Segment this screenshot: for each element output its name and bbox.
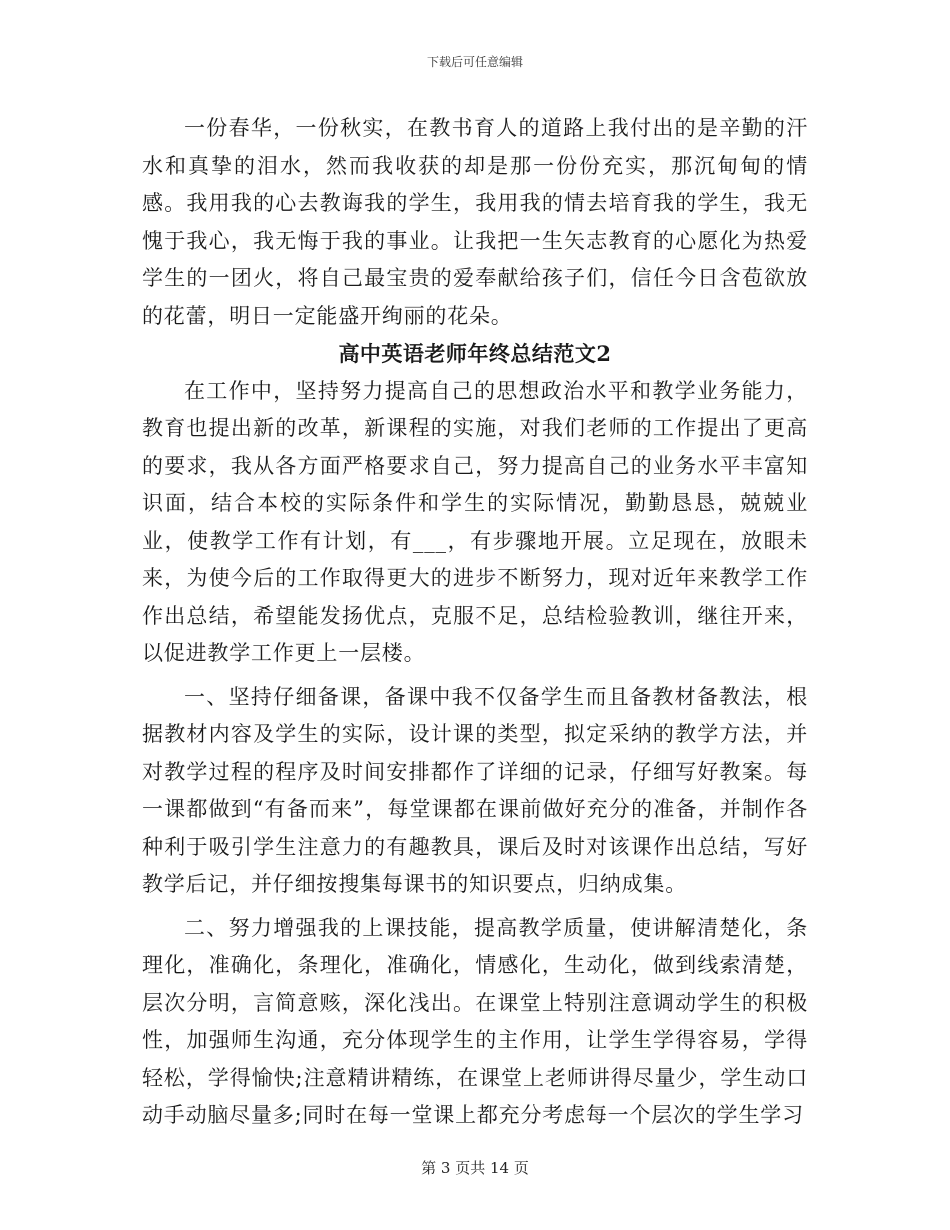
paragraph-1: 在工作中，坚持努力提高自己的思想政治水平和教学业务能力，教育也提出新的改革，新课程的实施，对我们老师的工作提出了更高的要求，我从各方面严格要求自己，努力提高自己的业务水平丰富知识面，结合本校的实际条件和学生的实际情况，勤勤恳恳，兢兢业业，使教学工作有计划，有___，有步骤地开展。立足现在，放眼未来，为使今后的工作取得更大的进步不断努力，现对近年来教学工作作出总结，希望能发扬优点，克服不足，总结检验教训，继往开来，以促进教学工作更上一层楼。	[142, 378, 808, 665]
paragraph-3: 二、努力增强我的上课技能，提高教学质量，使讲解清楚化，条理化，准确化，条理化，准确化，情感化，生动化，做到线索清楚，层次分明，言简意赅，深化浅出。在课堂上特别注意调动学生的积极性，加强师生沟通，充分体现学生的主作用，让学生学得容易，学得轻松，学得愉快;注意精讲精练，在课堂上老师讲得尽量少，学生动口动手动脑尽量多;同时在每一堂课上都充分考虑每一个层次的学生学习	[142, 915, 808, 1127]
section-heading: 高中英语老师年终总结范文2	[338, 341, 612, 366]
document-body	[142, 110, 808, 1135]
paragraph-2: 一、坚持仔细备课，备课中我不仅备学生而且备教材备教法，根据教材内容及学生的实际，设计课的类型，拟定采纳的教学方法，并对教学过程的程序及时间安排都作了详细的记录，仔细写好教案。每一课都做到“有备而来”，每堂课都在课前做好充分的准备，并制作各种利于吸引学生注意力的有趣教具，课后及时对该课作出总结，写好教学后记，并仔细按搜集每课书的知识要点，归纳成集。	[142, 684, 808, 896]
page-header: 下载后可任意编辑	[426, 55, 523, 69]
page-footer: 第 3 页共 14 页	[421, 1159, 529, 1177]
paragraph-intro: 一份春华，一份秋实，在教书育人的道路上我付出的是辛勤的汗水和真挚的泪水，然而我收获的却是那一份份充实，那沉甸甸的情感。我用我的心去教诲我的学生，我用我的情去培育我的学生，我无愧于我心，我无悔于我的事业。让我把一生矢志教育的心愿化为热爱学生的一团火，将自己最宝贵的爱奉献给孩子们，信任今日含苞欲放的花蕾，明日一定能盛开绚丽的花朵。	[142, 116, 808, 328]
